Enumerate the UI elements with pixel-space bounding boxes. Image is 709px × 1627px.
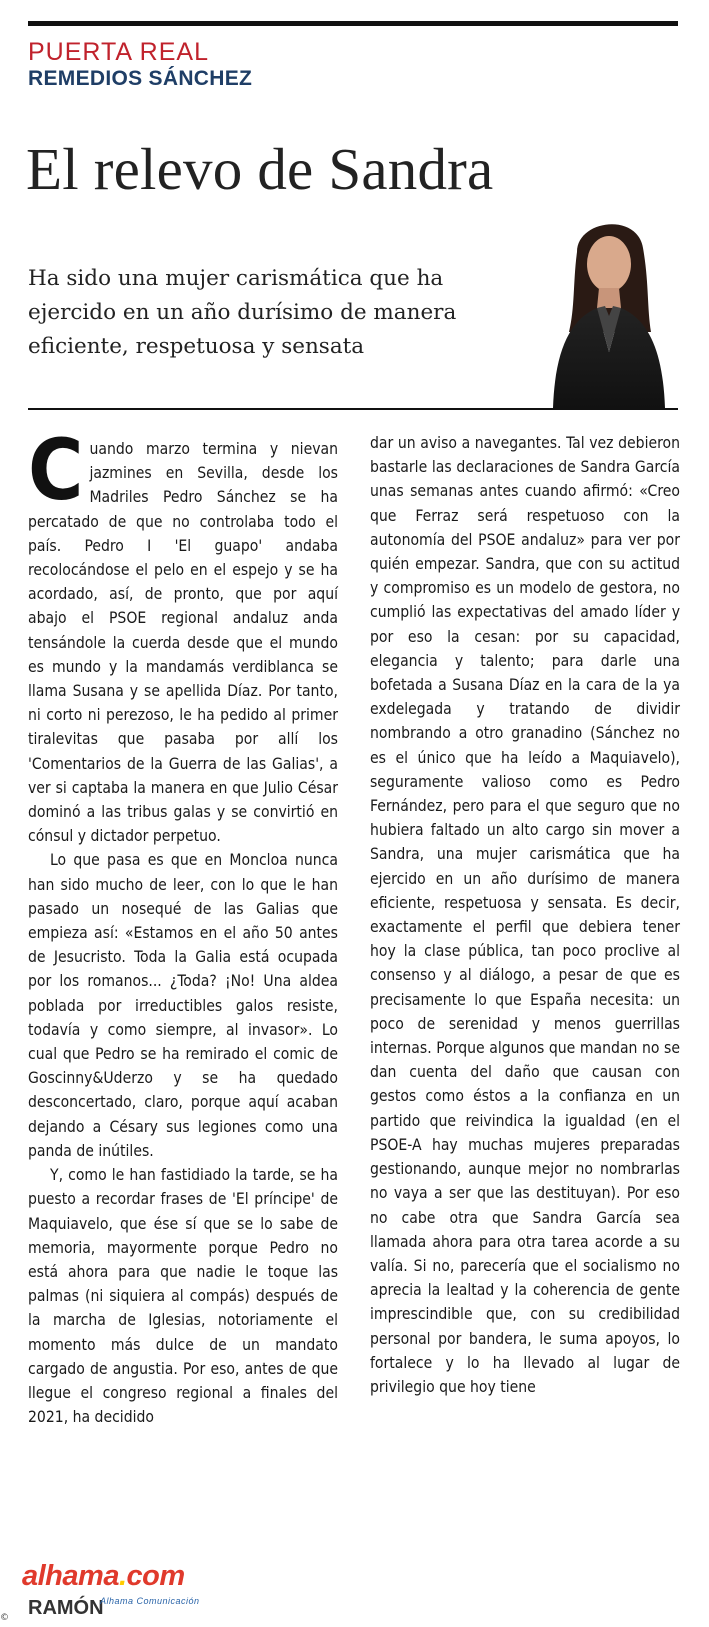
headline: El relevo de Sandra [26, 136, 494, 202]
section-title: PUERTA REAL [28, 38, 209, 66]
portrait-face [587, 236, 631, 292]
paragraph-text: uando marzo termina y nievan jazmines en Sevilla, desde los Madriles Pedro Sánchez se ha percatado de que no controlaba todo el país. Pedro I 'El guapo' andaba recolocándose el pelo en el espejo y se ha acordado, así, de pronto, que por aquí abajo el PSOE regional andaluz anda tensándole la cuerda desde que el mundo es mundo y la mandamás verdiblanca se llama Susana y se apellida Díaz. Por tanto, ni corto ni perezoso, le ha pedido al primer tiralevitas que pasaba por allí los 'Comentarios de la Guerra de las Galias', a ver si captaba la manera en que Julio César dominó a las tribus galas y se convirtió en cónsul y dictador perpetuo. [28, 440, 338, 846]
portrait-neck [597, 288, 621, 308]
site-logo [22, 1560, 185, 1593]
standfirst: Ha sido una mujer carismática que ha ejercido en un año durísimo de manera eficiente, respetuosa y sensata [28, 266, 457, 359]
copyright-mark: © [0, 1613, 9, 1623]
logo-tld: com [126, 1560, 185, 1592]
dropcap: C [28, 421, 84, 519]
article-column-left [28, 421, 338, 1429]
top-rule [28, 21, 678, 26]
photo-credit: RAMÓN [28, 1597, 104, 1619]
divider-rule [28, 408, 678, 410]
paragraph: dar un aviso a navegantes. Tal vez debieron bastarle las declaraciones de Sandra García unas semanas antes cuando afirmó: «Creo que Ferraz será respetuoso con la autonomía del PSOE andaluz» para ver por quién empezar. Sandra, que con su actitud y compromiso es un modelo de gestora, no cumplió las expectativas del amado líder y por eso la cesan: por su capacidad, elegancia y talento; para darle una bofetada a Susana Díaz en la cara de la ya exdelegada y tratando de dividir nombrando a otro granadino (Sánchez no es el único que ha leído a Maquiavelo), seguramente valioso como es Pedro Fernández, pero para el que seguro que no hubiera faltado un alto cargo sin mover a Sandra, una mujer carismática que ha ejercido en un año durísimo de manera eficiente, respetuosa y sensata. Es decir, exactamente el perfil que debiera tener hoy la clase pública, tan poco proclive al consenso y al diálogo, a pesar de que es precisamente lo que España necesita: un poco de serenidad y menos guerrillas internas. Porque algunos que mandan no se dan cuenta del daño que causan con gestos como éstos a la confianza en un partido que reivindica la igualdad (en el PSOE-A hay muchas mujeres preparadas gestionando, aunque mejor no nombrarlas no vaya a ser que las destituyan). Por eso no cabe otra que Sandra García sea llamada ahora para otra tarea acorde a su valía. Si no, parecería que el socialismo no aprecia la lealtad y la coherencia de gente imprescindible que, con su credibilidad personal por bandera, le suma apoyos, lo fortalece y lo ha llevado al lugar de privilegio que hoy tiene [370, 434, 680, 1396]
paragraph: Lo que pasa es que en Moncloa nunca han sido mucho de leer, con lo que le han pasado un nosequé de las Galias que empieza así: «Estamos en el año 50 antes de Jesucristo. Toda la Galia está ocupada por los romanos... ¿Toda? ¡No! Una aldea poblada por irreductibles galos resiste, todavía y como siempre, al invasor». Lo cual que Pedro se ha remirado el comic de Goscinny&Uderzo y se ha quedado desconcertado, claro, porque aquí acaban dejando a Césary sus legiones como una panda de inútiles. [28, 851, 338, 1160]
logo-subtitle: Alhama Comunicación [100, 1596, 200, 1606]
author-portrait [547, 212, 671, 408]
logo-dot: . [118, 1560, 127, 1592]
author-byline: REMEDIOS SÁNCHEZ [28, 67, 253, 90]
logo-main: alhama [22, 1560, 119, 1592]
paragraph: Y, como le han fastidiado la tarde, se ha puesto a recordar frases de 'El príncipe' de Maquiavelo, que ése sí que se lo sabe de memoria, mayormente porque Pedro no está ahora para que nadie le toque las palmas (ni siquiera al compás) después de la marcha de Iglesias, notoriamente el momento más dulce de un mandato cargado de angustia. Por eso, antes de que llegue el congreso regional a finales del 2021, ha decidido [28, 1166, 338, 1427]
article-column-right [370, 431, 680, 1399]
paragraph [28, 421, 338, 848]
